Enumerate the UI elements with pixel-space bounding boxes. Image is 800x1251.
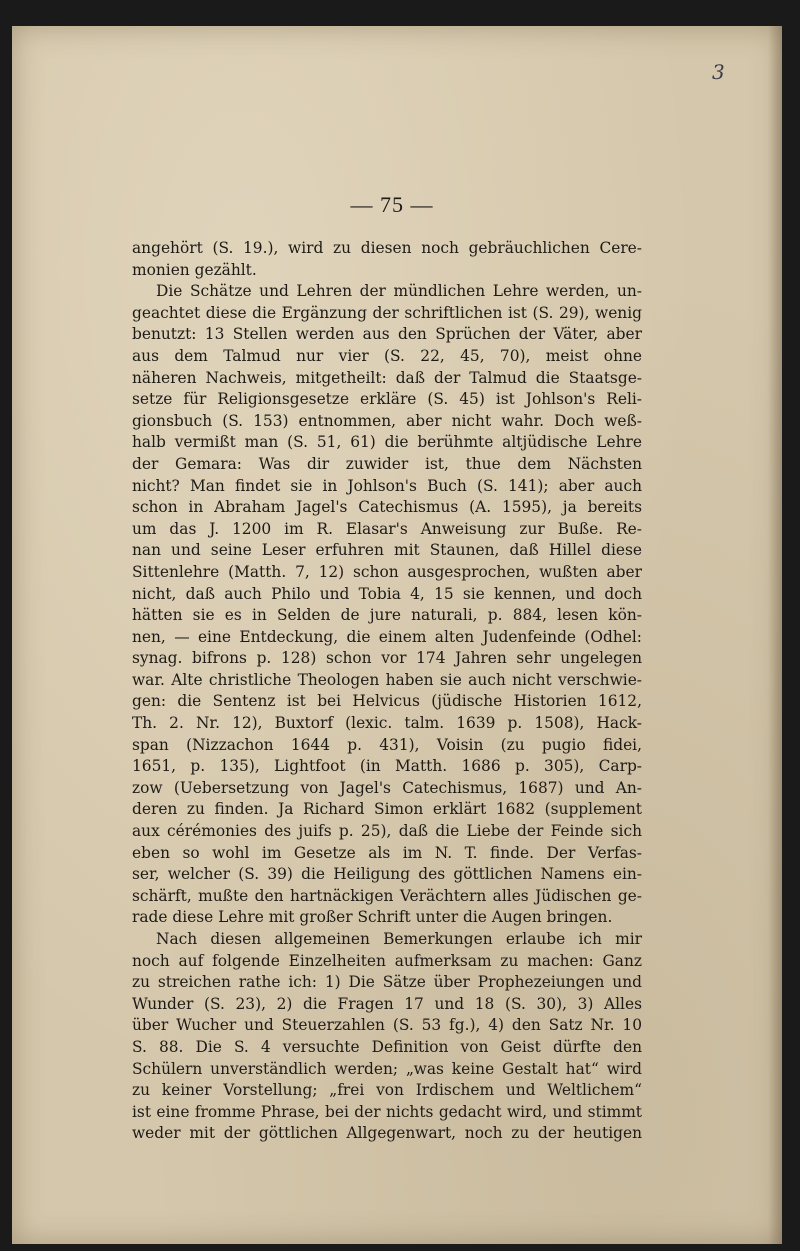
text-line: nen, — eine Entdeckung, die einem alten Judenfeinde (Odhel: (132, 627, 642, 646)
text-line: deren zu finden. Ja Richard Simon erklärt 1682 (supplement (132, 800, 642, 819)
text-line: nicht, daß auch Philo und Tobia 4, 15 sie kennen, und doch (132, 584, 642, 603)
page-number: — 75 — (350, 192, 434, 217)
text-line: gionsbuch (S. 153) entnommen, aber nicht wahr. Doch weß- (132, 411, 642, 430)
text-line: nicht? Man findet sie in Johlson's Buch (S. 141); aber auch (132, 476, 642, 495)
text-line: eben so wohl im Gesetze als im N. T. finde. Der Verfas- (132, 843, 642, 862)
text-line: um das J. 1200 im R. Elasar's Anweisung zur Buße. Re- (132, 519, 642, 538)
text-line: schon in Abraham Jagel's Catechismus (A. 1595), ja bereits (132, 498, 642, 517)
text-line: weder mit der göttlichen Allgegenwart, noch zu der heutigen (132, 1124, 642, 1143)
text-line: zow (Uebersetzung von Jagel's Catechismus, 1687) und An- (132, 778, 642, 797)
text-line: Schülern unverständlich werden; „was keine Gestalt hat“ wird (132, 1059, 642, 1078)
book-page (12, 26, 782, 1244)
text-line: ist eine fromme Phrase, bei der nichts gedacht wird, und stimmt (132, 1102, 642, 1121)
text-line: aux cérémonies des juifs p. 25), daß die Liebe der Feinde sich (132, 822, 642, 841)
text-line: setze für Religionsgesetze erkläre (S. 45) ist Johlson's Reli- (132, 390, 642, 409)
text-line: schärft, mußte den hartnäckigen Verächtern alles Jüdischen ge- (132, 886, 642, 905)
text-line: geachtet diese die Ergänzung der schriftlichen ist (S. 29), wenig (132, 303, 642, 322)
text-line: angehört (S. 19.), wird zu diesen noch gebräuchlichen Cere- (132, 239, 642, 257)
text-line: aus dem Talmud nur vier (S. 22, 45, 70), meist ohne (132, 346, 642, 365)
text-line: noch auf folgende Einzelheiten aufmerksam zu machen: Ganz (132, 951, 642, 970)
text-line: rade diese Lehre mit großer Schrift unter die Augen bringen. (132, 908, 613, 927)
text-line: Die Schätze und Lehren der mündlichen Lehre werden, un- (156, 282, 642, 301)
text-line: halb vermißt man (S. 51, 61) die berühmte altjüdische Lehre (132, 433, 642, 452)
text-line: Wunder (S. 23), 2) die Fragen 17 und 18 (S. 30), 3) Alles (132, 994, 642, 1013)
text-line: monien gezählt. (132, 260, 257, 279)
text-line: zu streichen rathe ich: 1) Die Sätze über Prophezeiungen und (132, 973, 642, 992)
text-line: der Gemara: Was dir zuwider ist, thue dem Nächsten (132, 454, 642, 473)
text-line: ser, welcher (S. 39) die Heiligung des göttlichen Namens ein- (132, 865, 642, 884)
text-line: gen: die Sentenz ist bei Helvicus (jüdische Historien 1612, (132, 692, 642, 711)
text-line: über Wucher und Steuerzahlen (S. 53 fg.), 4) den Satz Nr. 10 (132, 1016, 642, 1035)
text-line: benutzt: 13 Stellen werden aus den Sprüchen der Väter, aber (132, 325, 642, 344)
text-line: Sittenlehre (Matth. 7, 12) schon ausgesprochen, wußten aber (132, 562, 642, 581)
text-line: 1651, p. 135), Lightfoot (in Matth. 1686 p. 305), Carp- (132, 757, 642, 776)
body-text (132, 238, 642, 1145)
text-line: synag. bifrons p. 128) schon vor 174 Jahren sehr ungelegen (132, 649, 642, 668)
text-line: war. Alte christliche Theologen haben sie auch nicht verschwie- (132, 670, 642, 689)
text-line: näheren Nachweis, mitgetheilt: daß der Talmud die Staatsge- (132, 368, 642, 387)
text-line: span (Nizzachon 1644 p. 431), Voisin (zu pugio fidei, (132, 735, 642, 754)
pencil-corner-mark: 3 (712, 60, 725, 84)
text-line: Nach diesen allgemeinen Bemerkungen erlaube ich mir (156, 930, 642, 948)
text-line: nan und seine Leser erfuhren mit Staunen, daß Hillel diese (132, 541, 642, 560)
text-line: zu keiner Vorstellung; „frei von Irdischem und Weltlichem“ (132, 1081, 642, 1100)
text-line: Th. 2. Nr. 12), Buxtorf (lexic. talm. 1639 p. 1508), Hack- (132, 714, 642, 733)
text-line: hätten sie es in Selden de jure naturali, p. 884, lesen kön- (132, 606, 642, 625)
text-line: S. 88. Die S. 4 versuchte Definition von Geist dürfte den (132, 1037, 642, 1056)
